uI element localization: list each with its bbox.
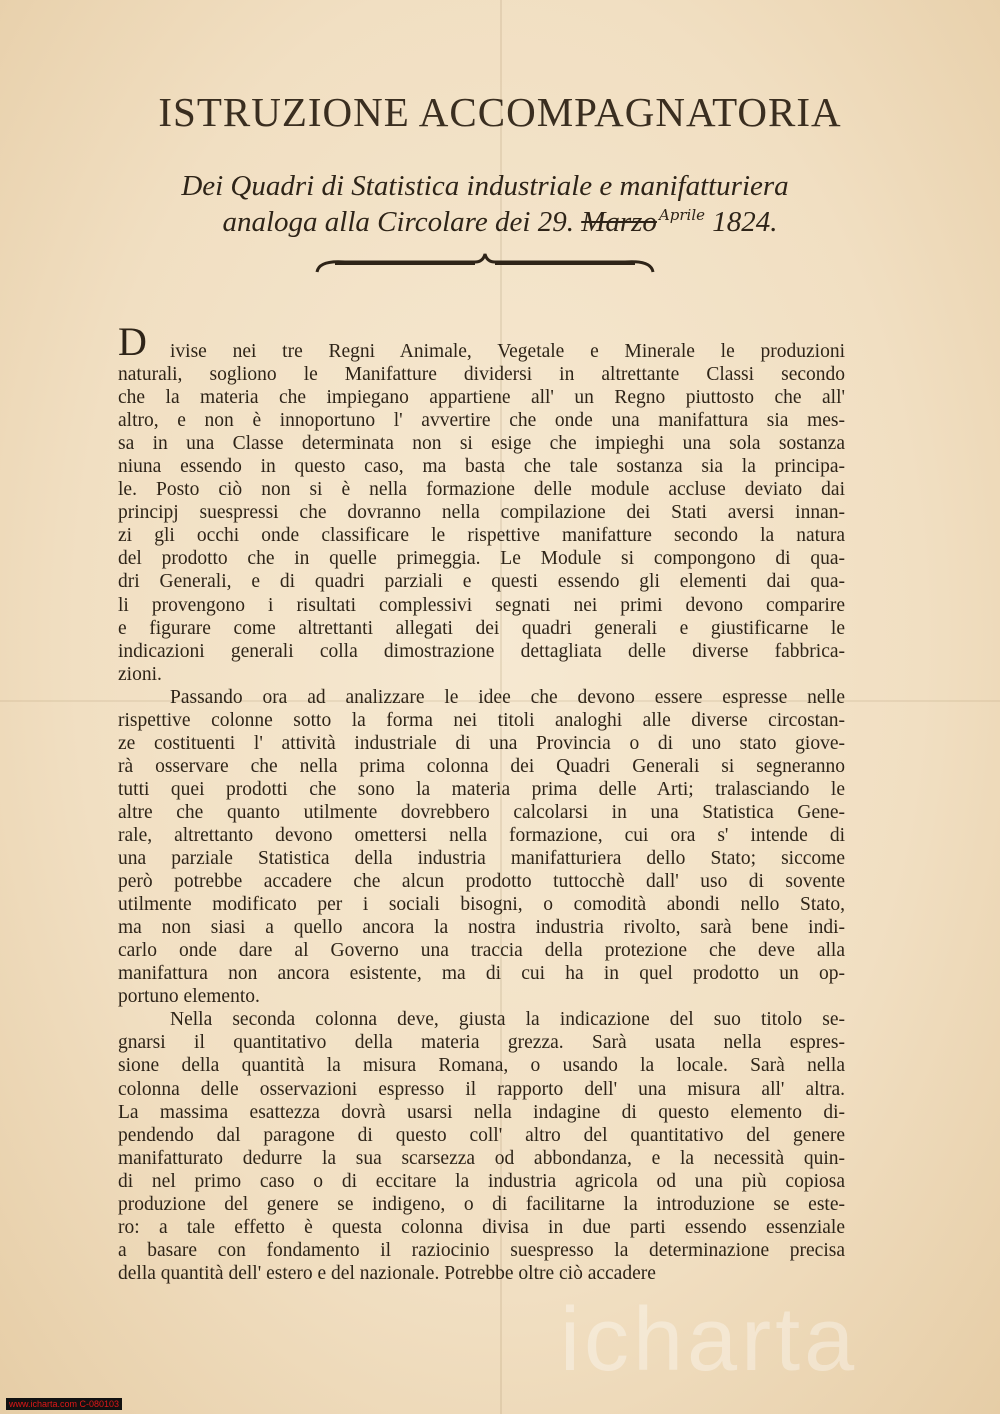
text-line: però potrebbe accadere che alcun prodotto tuttocchè dall' uso di sovente	[118, 871, 845, 893]
text-line: di nel primo caso o di eccitare la industria agricola od una più copiosa	[118, 1170, 845, 1192]
text-line: che la materia che impiegano appartiene all' un Regno piuttosto che all'	[118, 387, 845, 409]
text-line: Passando ora ad analizzare le idee che devono essere espresse nelle	[170, 686, 845, 708]
text-line: e figurare come altrettanti allegati dei quadri generali e giustificarne le	[118, 617, 845, 639]
drop-cap: D	[118, 319, 147, 364]
text-line: Nella seconda colonna deve, giusta la indicazione del suo titolo se-	[170, 1009, 845, 1031]
text-line: rispettive colonne sotto la forma nei titoli analoghi alle diverse circostan-	[118, 709, 845, 731]
text-line: tutti quei prodotti che sono la materia prima delle Arti; tralasciando le	[118, 778, 845, 800]
text-line: La massima esattezza dovrà usarsi nella indagine di questo elemento di-	[118, 1101, 845, 1123]
text-line: indicazioni generali colla dimostrazione dettagliata delle diverse fabbrica-	[118, 640, 845, 662]
text-line: carlo onde dare al Governo una traccia della protezione che deve alla	[118, 940, 845, 962]
text-line: niuna essendo in questo caso, ma basta che tale sostanza sia la principa-	[118, 456, 845, 478]
text-line: altro, e non è innoportuno l' avvertire che onde una manifattura sia mes-	[118, 410, 845, 432]
text-line: colonna delle osservazioni espresso il rapporto dell' una misura all' altra.	[118, 1078, 845, 1100]
text-line: ze costituenti l' attività industriale di una Provincia o di uno stato giove-	[118, 732, 845, 754]
text-line: portuno elemento.	[118, 986, 260, 1008]
text-line: ma non siasi a quello ancora la nostra industria rivolto, sarà bene indi-	[118, 917, 845, 939]
text-line: zi gli occhi onde classificare le rispettive manifatture secondo la natura	[118, 525, 845, 547]
text-line: produzione del genere se indigeno, o di facilitarne la introduzione se este-	[118, 1193, 845, 1215]
text-line: sa in una Classe determinata non si esige che impieghi una sola sostanza	[118, 433, 845, 455]
text-line: dri Generali, e di quadri parziali e questi essendo gli elementi dai qua-	[118, 571, 845, 593]
text-line: una parziale Statistica della industria manifatturiera dello Stato; siccome	[118, 848, 845, 870]
text-line: manifatturato dedurre la sua scarsezza od abbondanza, e la necessità quin-	[118, 1147, 845, 1169]
text-line: manifattura non ancora esistente, ma di cui ha in quel prodotto un op-	[118, 963, 845, 985]
text-line: rale, altrettanto devono omettersi nella formazione, cui ora s' intende di	[118, 824, 845, 846]
handwritten-correction: Aprile	[658, 206, 706, 225]
document-body	[118, 319, 845, 1285]
text-line: principj suespressi che dovranno nella compilazione dei Stati aversi innan-	[118, 502, 845, 524]
text-line	[118, 319, 845, 364]
watermark: icharta	[560, 1290, 859, 1390]
text-line: a basare con fondamento il raziocinio suespresso la determinazione precisa	[118, 1239, 845, 1261]
text-line: sione della quantità la misura Romana, o usando la locale. Sarà nella	[118, 1055, 845, 1077]
text-line: ro: a tale effetto è questa colonna divisa in due parti essendo essenziale	[118, 1216, 845, 1238]
document-subtitle-line-1: Dei Quadri di Statistica industriale e manifatturiera	[181, 170, 789, 202]
text-line: gnarsi il quantitativo della materia grezza. Sarà usata nella espres-	[118, 1032, 845, 1054]
subtitle-prefix: analoga alla Circolare dei 29.	[222, 206, 574, 238]
text-line: rà osservare che nella prima colonna dei Quadri Generali si segneranno	[118, 755, 845, 777]
paragraph	[118, 686, 845, 1009]
text-line: naturali, sogliono le Manifatture dividersi in altrettante Classi secondo	[118, 364, 845, 386]
document-subtitle-line-2	[0, 206, 1000, 239]
text-line: pendendo dal paragone di questo coll' altro del quantitativo del genere	[118, 1124, 845, 1146]
text-line: zioni.	[118, 663, 162, 685]
text-line: le. Posto ciò non si è nella formazione delle module accluse deviato dai	[118, 479, 845, 501]
source-stamp: www.icharta.com C-080103	[6, 1398, 122, 1410]
text-line: della quantità dell' estero e del nazionale. Potrebbe oltre ciò accadere	[118, 1262, 656, 1284]
text-line-content: ivise nei tre Regni Animale, Vegetale e Minerale le produzioni	[170, 341, 845, 362]
struck-month: Marzo	[581, 206, 657, 238]
text-line: del prodotto che in quelle primeggia. Le Module si compongono di qua-	[118, 548, 845, 570]
document-title: ISTRUZIONE ACCOMPAGNATORIA	[158, 89, 842, 135]
text-line: li provengono i risultati complessivi segnati nei primi devono comparire	[118, 594, 845, 616]
paragraph	[118, 1008, 845, 1285]
subtitle-year: 1824.	[712, 206, 778, 238]
text-line: utilmente modificato per i sociali bisogni, o comodità abondi nello Stato,	[118, 894, 845, 916]
paragraph	[118, 319, 845, 686]
ornament-divider	[315, 252, 655, 276]
text-line: altre che quanto utilmente dovrebbero calcolarsi in una Statistica Gene-	[118, 801, 845, 823]
